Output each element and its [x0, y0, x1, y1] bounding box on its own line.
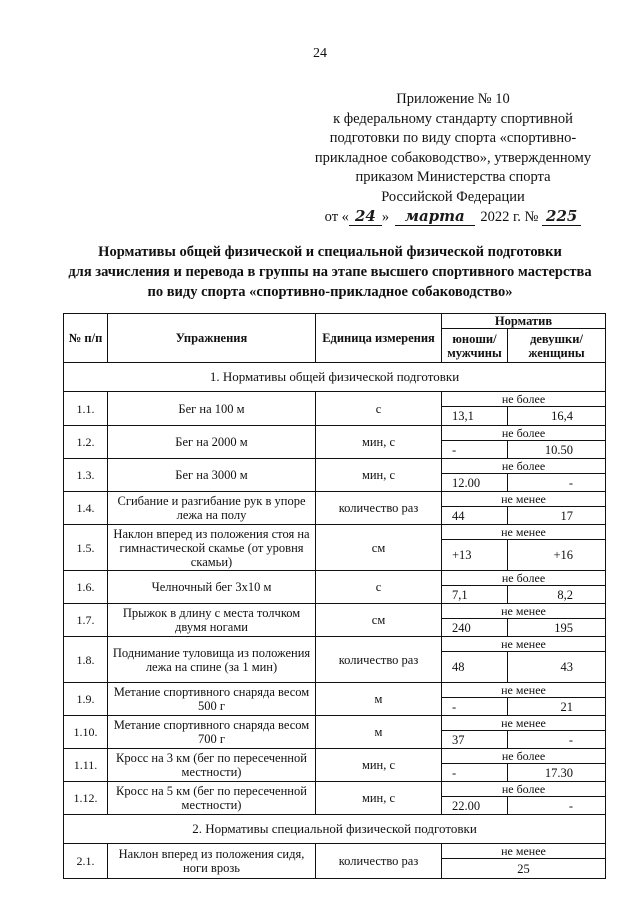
table-row — [64, 782, 606, 797]
appendix-line: подготовки по виду спорта «спортивно- — [329, 130, 577, 146]
handwritten-day: 24 — [349, 207, 382, 226]
table-row — [64, 604, 606, 619]
date-prefix: от « — [324, 209, 349, 225]
appendix-line: Российской Федерации — [381, 188, 525, 205]
row-number: 1.12. — [64, 782, 108, 815]
row-number: 1.4. — [64, 492, 108, 525]
row-male-value: 7,1 — [442, 586, 508, 604]
row-female-value: - — [508, 797, 606, 815]
row-female-value: - — [508, 474, 606, 492]
table-row — [64, 525, 606, 540]
header-female: девушки/ женщины — [508, 329, 606, 363]
row-number: 1.7. — [64, 604, 108, 637]
document-title — [40, 242, 620, 302]
row-female-value: 21 — [508, 698, 606, 716]
row-exercise: Бег на 3000 м — [108, 459, 316, 492]
row-number: 1.8. — [64, 637, 108, 683]
page-number: 24 — [313, 46, 327, 61]
date-year: 2022 г. № — [480, 209, 539, 225]
row-number: 1.6. — [64, 571, 108, 604]
row-number: 1.2. — [64, 426, 108, 459]
row-male-value: - — [442, 764, 508, 782]
row-number: 1.5. — [64, 525, 108, 571]
title-line: Нормативы общей физической и специальной физической подготовки — [98, 244, 562, 260]
row-female-value: 43 — [508, 652, 606, 683]
row-unit: количество раз — [316, 637, 442, 683]
row-female-value: 17.30 — [508, 764, 606, 782]
date-sep: » — [381, 209, 390, 225]
row-exercise: Поднимание туловища из положения лежа на спине (за 1 мин) — [108, 637, 316, 683]
row-number: 2.1. — [64, 844, 108, 879]
section-heading: 2. Нормативы специальной физической подготовки — [64, 815, 606, 844]
row-male-value: - — [442, 441, 508, 459]
row-female-value: 8,2 — [508, 586, 606, 604]
row-unit: с — [316, 571, 442, 604]
row-norm-label: не более — [442, 459, 606, 474]
row-norm-label: не менее — [442, 683, 606, 698]
row-unit: мин, с — [316, 749, 442, 782]
row-male-value: 240 — [442, 619, 508, 637]
row-exercise: Бег на 100 м — [108, 392, 316, 426]
row-male-value: 22.00 — [442, 797, 508, 815]
row-number: 1.3. — [64, 459, 108, 492]
row-unit: количество раз — [316, 844, 442, 879]
appendix-block — [288, 90, 618, 228]
header-norm: Норматив — [442, 314, 606, 329]
table-row — [64, 749, 606, 764]
header-unit: Единица измерения — [316, 314, 442, 363]
title-line: для зачисления и перевода в группы на этапе высшего спортивного мастерства — [68, 264, 592, 280]
table-row — [64, 392, 606, 407]
row-unit: мин, с — [316, 459, 442, 492]
row-exercise: Метание спортивного снаряда весом 500 г — [108, 683, 316, 716]
header-exercise: Упражнения — [108, 314, 316, 363]
row-value: 25 — [442, 859, 606, 879]
row-male-value: 48 — [442, 652, 508, 683]
row-exercise: Наклон вперед из положения стоя на гимнастической скамье (от уровня скамьи) — [108, 525, 316, 571]
row-norm-label: не менее — [442, 604, 606, 619]
row-exercise: Прыжок в длину с места толчком двумя ногами — [108, 604, 316, 637]
row-norm-label: не менее — [442, 637, 606, 652]
row-exercise: Метание спортивного снаряда весом 700 г — [108, 716, 316, 749]
table-row — [64, 571, 606, 586]
norms-table — [63, 313, 606, 879]
row-norm-label: не менее — [442, 492, 606, 507]
row-exercise: Челночный бег 3x10 м — [108, 571, 316, 604]
title-line: по виду спорта «спортивно-прикладное собаководство» — [147, 284, 513, 300]
row-male-value: 13,1 — [442, 407, 508, 426]
row-norm-label: не менее — [442, 716, 606, 731]
row-norm-label: не более — [442, 392, 606, 407]
row-exercise: Бег на 2000 м — [108, 426, 316, 459]
header-num: № п/п — [64, 314, 108, 363]
row-norm-label: не более — [442, 571, 606, 586]
appendix-date-line — [288, 207, 618, 228]
appendix-line: прикладное собаководство», утвержденному — [314, 149, 592, 166]
row-female-value: +16 — [508, 540, 606, 571]
section-heading: 1. Нормативы общей физической подготовки — [64, 363, 606, 392]
row-norm-label: не менее — [442, 525, 606, 540]
row-unit: мин, с — [316, 782, 442, 815]
row-unit: мин, с — [316, 426, 442, 459]
row-norm-label: не менее — [442, 844, 606, 859]
table-row — [64, 492, 606, 507]
row-female-value: - — [508, 731, 606, 749]
table-row — [64, 683, 606, 698]
row-female-value: 195 — [508, 619, 606, 637]
row-unit: количество раз — [316, 492, 442, 525]
row-exercise: Кросс на 5 км (бег по пересеченной местности) — [108, 782, 316, 815]
row-unit: м — [316, 683, 442, 716]
row-unit: см — [316, 525, 442, 571]
row-unit: с — [316, 392, 442, 426]
row-exercise: Наклон вперед из положения сидя, ноги врозь — [108, 844, 316, 879]
row-number: 1.10. — [64, 716, 108, 749]
row-unit: м — [316, 716, 442, 749]
header-male: юноши/ мужчины — [442, 329, 508, 363]
row-female-value: 17 — [508, 507, 606, 525]
table-row — [64, 637, 606, 652]
row-norm-label: не более — [442, 782, 606, 797]
row-male-value: 12.00 — [442, 474, 508, 492]
row-male-value: +13 — [442, 540, 508, 571]
row-norm-label: не более — [442, 749, 606, 764]
row-norm-label: не более — [442, 426, 606, 441]
appendix-line: Приложение № 10 — [396, 91, 510, 107]
row-male-value: 37 — [442, 731, 508, 749]
row-male-value: 44 — [442, 507, 508, 525]
handwritten-number: 225 — [542, 207, 581, 226]
table-row — [64, 459, 606, 474]
appendix-line: к федеральному стандарту спортивной — [333, 110, 573, 127]
row-male-value: - — [442, 698, 508, 716]
table-row — [64, 844, 606, 859]
row-number: 1.1. — [64, 392, 108, 426]
appendix-line: приказом Министерства спорта — [355, 169, 551, 185]
handwritten-month: марта — [395, 207, 475, 226]
table-row — [64, 426, 606, 441]
row-unit: см — [316, 604, 442, 637]
table-row — [64, 716, 606, 731]
row-exercise: Кросс на 3 км (бег по пересеченной местности) — [108, 749, 316, 782]
row-female-value: 16,4 — [508, 407, 606, 426]
row-number: 1.11. — [64, 749, 108, 782]
row-number: 1.9. — [64, 683, 108, 716]
row-female-value: 10.50 — [508, 441, 606, 459]
row-exercise: Сгибание и разгибание рук в упоре лежа на полу — [108, 492, 316, 525]
